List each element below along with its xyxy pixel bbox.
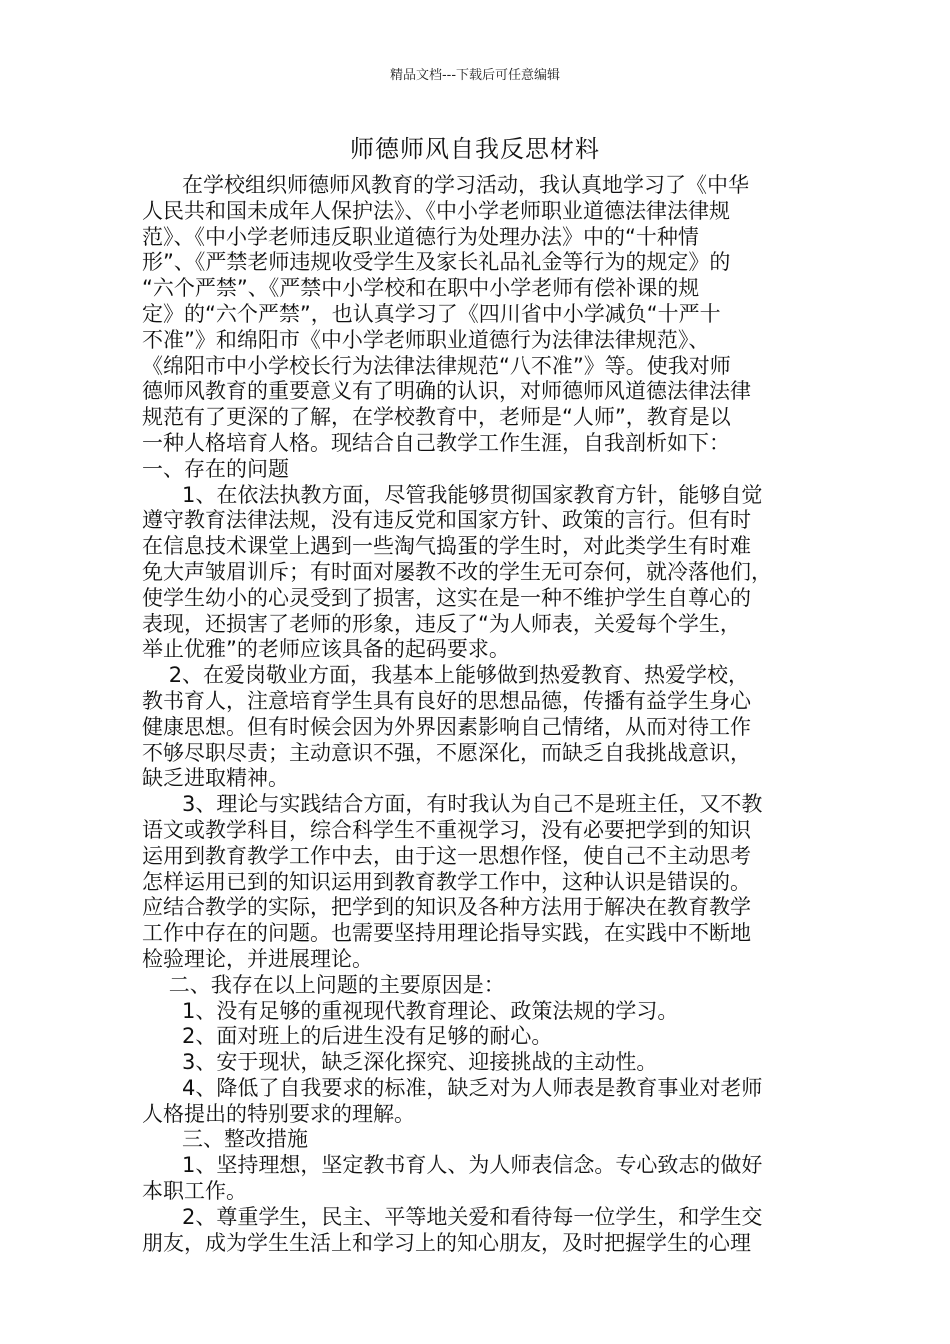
text-line: 一、存在的问题 bbox=[142, 456, 289, 481]
text-line: 3、理论与实践结合方面，有时我认为自己不是班主任，又不教 bbox=[142, 792, 763, 817]
document-body bbox=[142, 173, 812, 1256]
text-line: 运用到教育教学工作中去，由于这一思想作怪，使自己不主动思考 bbox=[142, 843, 751, 868]
text-line: 人格提出的特别要求的理解。 bbox=[142, 1101, 415, 1126]
text-line: 定》的“六个严禁”，也认真学习了《四川省中小学减负“十严十 bbox=[142, 301, 721, 326]
text-line: 三、整改措施 bbox=[142, 1127, 309, 1152]
text-line: 表现，还损害了老师的形象，违反了“为人师表，关爱每个学生， bbox=[142, 611, 741, 636]
header-note: 精品文档---下载后可任意编辑 bbox=[389, 68, 561, 83]
text-line: 教书育人，注意培育学生具有良好的思想品德，传播有益学生身心 bbox=[142, 688, 751, 713]
text-line: 不准”》和绵阳市《中小学老师职业道德行为法律法律规范》、 bbox=[142, 327, 710, 352]
text-line: 2、尊重学生，民主、平等地关爱和看待每一位学生，和学生交 bbox=[142, 1204, 763, 1229]
text-line: 应结合教学的实际，把学到的知识及各种方法用于解决在教育教学 bbox=[142, 895, 751, 920]
text-line: 3、安于现状，缺乏深化探究、迎接挑战的主动性。 bbox=[142, 1050, 658, 1075]
text-line: 怎样运用已到的知识运用到教育教学工作中，这种认识是错误的。 bbox=[142, 869, 751, 894]
text-line: 《绵阳市中小学校长行为法律法律规范“八不准”》等。使我对师 bbox=[142, 353, 731, 378]
text-line: 形”、《严禁老师违规收受学生及家长礼品礼金等行为的规定》的 bbox=[142, 250, 731, 275]
text-line: 举止优雅”的老师应该具备的起码要求。 bbox=[142, 637, 510, 662]
text-line: 遵守教育法律法规，没有违反党和国家方针、政策的言行。但有时 bbox=[142, 508, 751, 533]
text-line: 规范有了更深的了解，在学校教育中，老师是“人师”，教育是以 bbox=[142, 405, 731, 430]
document-title: 师德师风自我反思材料 bbox=[350, 135, 600, 163]
text-line: 4、降低了自我要求的标准，缺乏对为人师表是教育事业对老师 bbox=[142, 1075, 763, 1100]
text-line: 1、坚持理想，坚定教书育人、为人师表信念。专心致志的做好 bbox=[142, 1153, 763, 1178]
text-line: 免大声皱眉训斥；有时面对屡教不改的学生无可奈何，就冷落他们， bbox=[142, 559, 772, 584]
text-line: “六个严禁”、《严禁中小学校和在职中小学老师有偿补课的规 bbox=[142, 276, 700, 301]
text-line: 1、没有足够的重视现代教育理论、政策法规的学习。 bbox=[142, 998, 679, 1023]
text-line: 人民共和国未成年人保护法》、《中小学老师职业道德法律法律规 bbox=[142, 198, 730, 223]
text-line: 缺乏进取精神。 bbox=[142, 766, 289, 791]
text-line: 使学生幼小的心灵受到了损害，这实在是一种不维护学生自尊心的 bbox=[142, 585, 751, 610]
text-line: 不够尽职尽责；主动意识不强，不愿深化，而缺乏自我挑战意识， bbox=[142, 740, 751, 765]
text-line: 一种人格培育人格。现结合自己教学工作生涯，自我剖析如下： bbox=[142, 430, 730, 455]
text-line: 工作中存在的问题。也需要坚持用理论指导实践，在实践中不断地 bbox=[142, 921, 751, 946]
text-line: 在信息技术课堂上遇到一些淘气捣蛋的学生时，对此类学生有时难 bbox=[142, 534, 751, 559]
text-line: 本职工作。 bbox=[142, 1179, 247, 1204]
text-line: 1、在依法执教方面，尽管我能够贯彻国家教育方针，能够自觉 bbox=[142, 482, 763, 507]
text-line: 在学校组织师德师风教育的学习活动，我认真地学习了《中华 bbox=[142, 173, 750, 197]
text-line: 检验理论，并进展理论。 bbox=[142, 946, 373, 971]
text-line: 2、在爱岗敬业方面，我基本上能够做到热爱教育、热爱学校， bbox=[142, 663, 750, 688]
text-line: 二、我存在以上问题的主要原因是： bbox=[142, 972, 505, 997]
text-line: 范》、《中小学老师违反职业道德行为处理办法》中的“十种情 bbox=[142, 224, 699, 249]
text-line: 德师风教育的重要意义有了明确的认识，对师德师风道德法律法律 bbox=[142, 379, 751, 404]
text-line: 语文或教学科目，综合科学生不重视学习，没有必要把学到的知识 bbox=[142, 817, 751, 842]
text-line: 朋友，成为学生生活上和学习上的知心朋友，及时把握学生的心理 bbox=[142, 1230, 751, 1255]
text-line: 健康思想。但有时候会因为外界因素影响自己情绪，从而对待工作 bbox=[142, 714, 751, 739]
text-line: 2、面对班上的后进生没有足够的耐心。 bbox=[142, 1024, 553, 1049]
